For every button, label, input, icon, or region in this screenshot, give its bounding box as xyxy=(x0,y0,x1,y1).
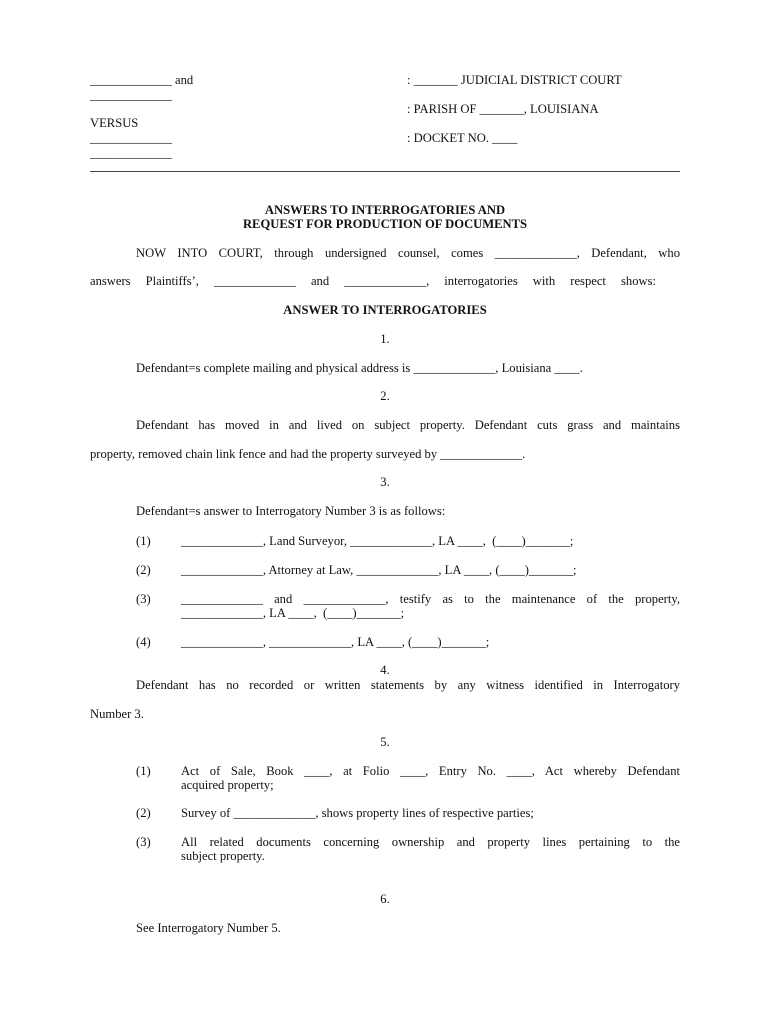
answer-number-1: 1. xyxy=(380,332,390,346)
list-item-text-continued: _____________, LA ____, (____)_______; xyxy=(181,606,405,620)
caption-divider xyxy=(90,171,680,172)
list-item-number: (2) xyxy=(136,806,151,820)
list-item-number: (2) xyxy=(136,563,151,577)
docket-line: : DOCKET NO. ____ xyxy=(407,131,518,145)
list-item-number: (1) xyxy=(136,764,151,778)
list-item-number: (3) xyxy=(136,592,151,606)
intro-line2: answers Plaintiffs’, _____________ and _____________, interrogatories with respect shows: xyxy=(90,274,656,288)
list-item-text: _____________, Attorney at Law, _____________, LA ____, (____)_______; xyxy=(181,563,577,577)
list-item-text: _____________ and _____________, testify as to the maintenance of the property, xyxy=(181,592,680,606)
list-item-text: Survey of _____________, shows property lines of respective parties; xyxy=(181,806,534,820)
list-item-text-continued: subject property. xyxy=(181,849,265,863)
parish-line: : PARISH OF _______, LOUISIANA xyxy=(407,102,599,116)
section-heading: ANSWER TO INTERROGATORIES xyxy=(283,303,487,317)
list-item-text: _____________, Land Surveyor, _____________, LA ____, (____)_______; xyxy=(181,534,574,548)
answer-number-2: 2. xyxy=(380,389,390,403)
answer-2-line1: Defendant has moved in and lived on subject property. Defendant cuts grass and maintains xyxy=(136,418,680,432)
answer-number-4: 4. xyxy=(380,663,390,677)
answer-number-3: 3. xyxy=(380,475,390,489)
answer-3-text: Defendant=s answer to Interrogatory Number 3 is as follows: xyxy=(136,504,446,518)
list-item-text: _____________, _____________, LA ____, (____)_______; xyxy=(181,635,490,649)
answer-1-text: Defendant=s complete mailing and physical address is _____________, Louisiana ____. xyxy=(136,361,583,375)
answer-6-text: See Interrogatory Number 5. xyxy=(136,921,281,935)
list-item-text: Act of Sale, Book ____, at Folio ____, Entry No. ____, Act whereby Defendant xyxy=(181,764,680,778)
answer-number-5: 5. xyxy=(380,735,390,749)
versus-label: VERSUS xyxy=(90,116,139,130)
document-title-line1: ANSWERS TO INTERROGATORIES AND xyxy=(264,203,506,217)
plaintiff-blank: _____________ and xyxy=(90,73,194,87)
defendant-blank-2: _____________ xyxy=(90,146,172,160)
list-item-text-continued: acquired property; xyxy=(181,778,274,792)
list-item-text: All related documents concerning ownership and property lines pertaining to the xyxy=(181,835,680,849)
list-item-number: (4) xyxy=(136,635,151,649)
list-item-number: (3) xyxy=(136,835,151,849)
defendant-blank: _____________ xyxy=(90,131,172,145)
answer-number-6: 6. xyxy=(380,892,390,906)
document-title-line2: REQUEST FOR PRODUCTION OF DOCUMENTS xyxy=(242,217,528,231)
answer-4-line1: Defendant has no recorded or written statements by any witness identified in Interrogatory xyxy=(136,678,680,692)
list-item-number: (1) xyxy=(136,534,151,548)
answer-2-line2: property, removed chain link fence and had the property surveyed by _____________. xyxy=(90,447,526,461)
plaintiff-blank-2: _____________ xyxy=(90,88,172,102)
court-name: : _______ JUDICIAL DISTRICT COURT xyxy=(407,73,622,87)
answer-4-line2: Number 3. xyxy=(90,707,144,721)
intro-line1: NOW INTO COURT, through undersigned counsel, comes _____________, Defendant, who xyxy=(136,246,680,260)
